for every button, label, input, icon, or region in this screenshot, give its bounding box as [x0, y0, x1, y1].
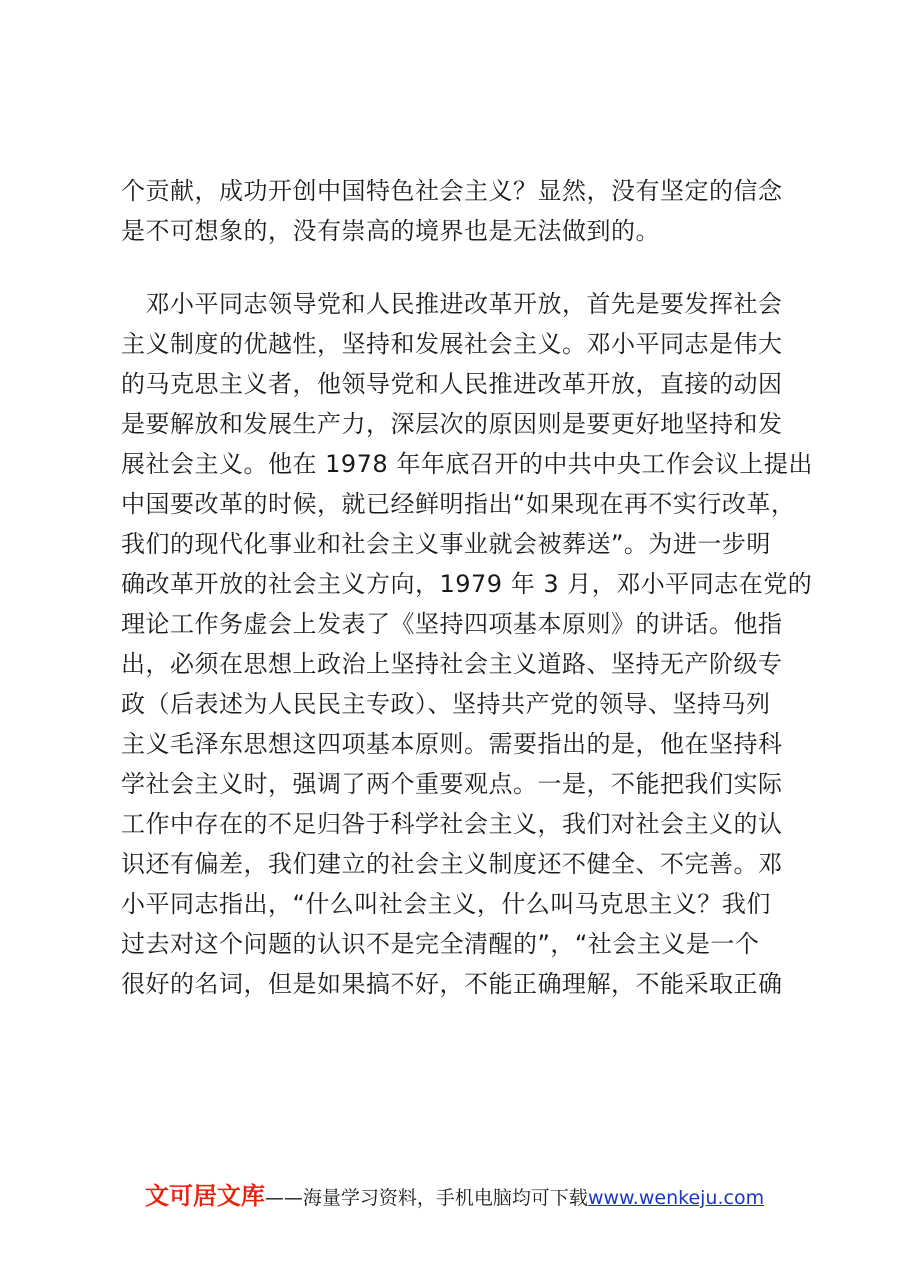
- footer-link[interactable]: www.wenkeju.com: [587, 1187, 765, 1209]
- paragraph-2: [121, 284, 813, 1004]
- text-line: 是要解放和发展生产力，深层次的原因则是要更好地坚持和发: [121, 410, 783, 438]
- text-line: 确改革开放的社会主义方向，1979 年 3 月，邓小平同志在党的: [121, 570, 813, 598]
- text-line: 中国要改革的时候，就已经鲜明指出“如果现在再不实行改革，: [121, 490, 796, 518]
- text-line: 过去对这个问题的认识不是完全清醒的”，“社会主义是一个: [121, 930, 760, 958]
- text-line: 识还有偏差，我们建立的社会主义制度还不健全、不完善。邓: [121, 850, 783, 878]
- text-line: 小平同志指出，“什么叫社会主义，什么叫马克思主义？我们: [121, 890, 771, 918]
- footer: [0, 1180, 909, 1215]
- text-line: 政（后表述为人民民主专政）、坚持共产党的领导、坚持马列: [121, 690, 771, 718]
- text-line: 展社会主义。他在 1978 年年底召开的中共中央工作会议上提出: [121, 450, 813, 478]
- text-line: 的马克思主义者，他领导党和人民推进改革开放，直接的动因: [121, 370, 783, 398]
- footer-brand: 文可居文库: [144, 1182, 265, 1210]
- text-line: 理论工作务虚会上发表了《坚持四项基本原则》的讲话。他指: [121, 610, 783, 638]
- text-line: 主义制度的优越性，坚持和发展社会主义。邓小平同志是伟大: [121, 330, 783, 358]
- text-line: 主义毛泽东思想这四项基本原则。需要指出的是，他在坚持科: [121, 730, 783, 758]
- text-line: 是不可想象的，没有崇高的境界也是无法做到的。: [121, 217, 660, 245]
- text-line: 我们的现代化事业和社会主义事业就会被葬送”。为进一步明: [121, 530, 771, 558]
- text-line: 个贡献，成功开创中国特色社会主义？显然，没有坚定的信念: [121, 177, 783, 205]
- text-line: 工作中存在的不足归咎于科学社会主义，我们对社会主义的认: [121, 810, 783, 838]
- paragraph-1: [121, 171, 786, 251]
- text-line: 出，必须在思想上政治上坚持社会主义道路、坚持无产阶级专: [121, 650, 783, 678]
- text-line: 学社会主义时，强调了两个重要观点。一是，不能把我们实际: [121, 770, 783, 798]
- text-line: 邓小平同志领导党和人民推进改革开放，首先是要发挥社会: [121, 290, 783, 318]
- footer-slogan: ——海量学习资料，手机电脑均可下载: [264, 1187, 588, 1209]
- text-line: 很好的名词，但是如果搞不好，不能正确理解，不能采取正确: [121, 970, 783, 998]
